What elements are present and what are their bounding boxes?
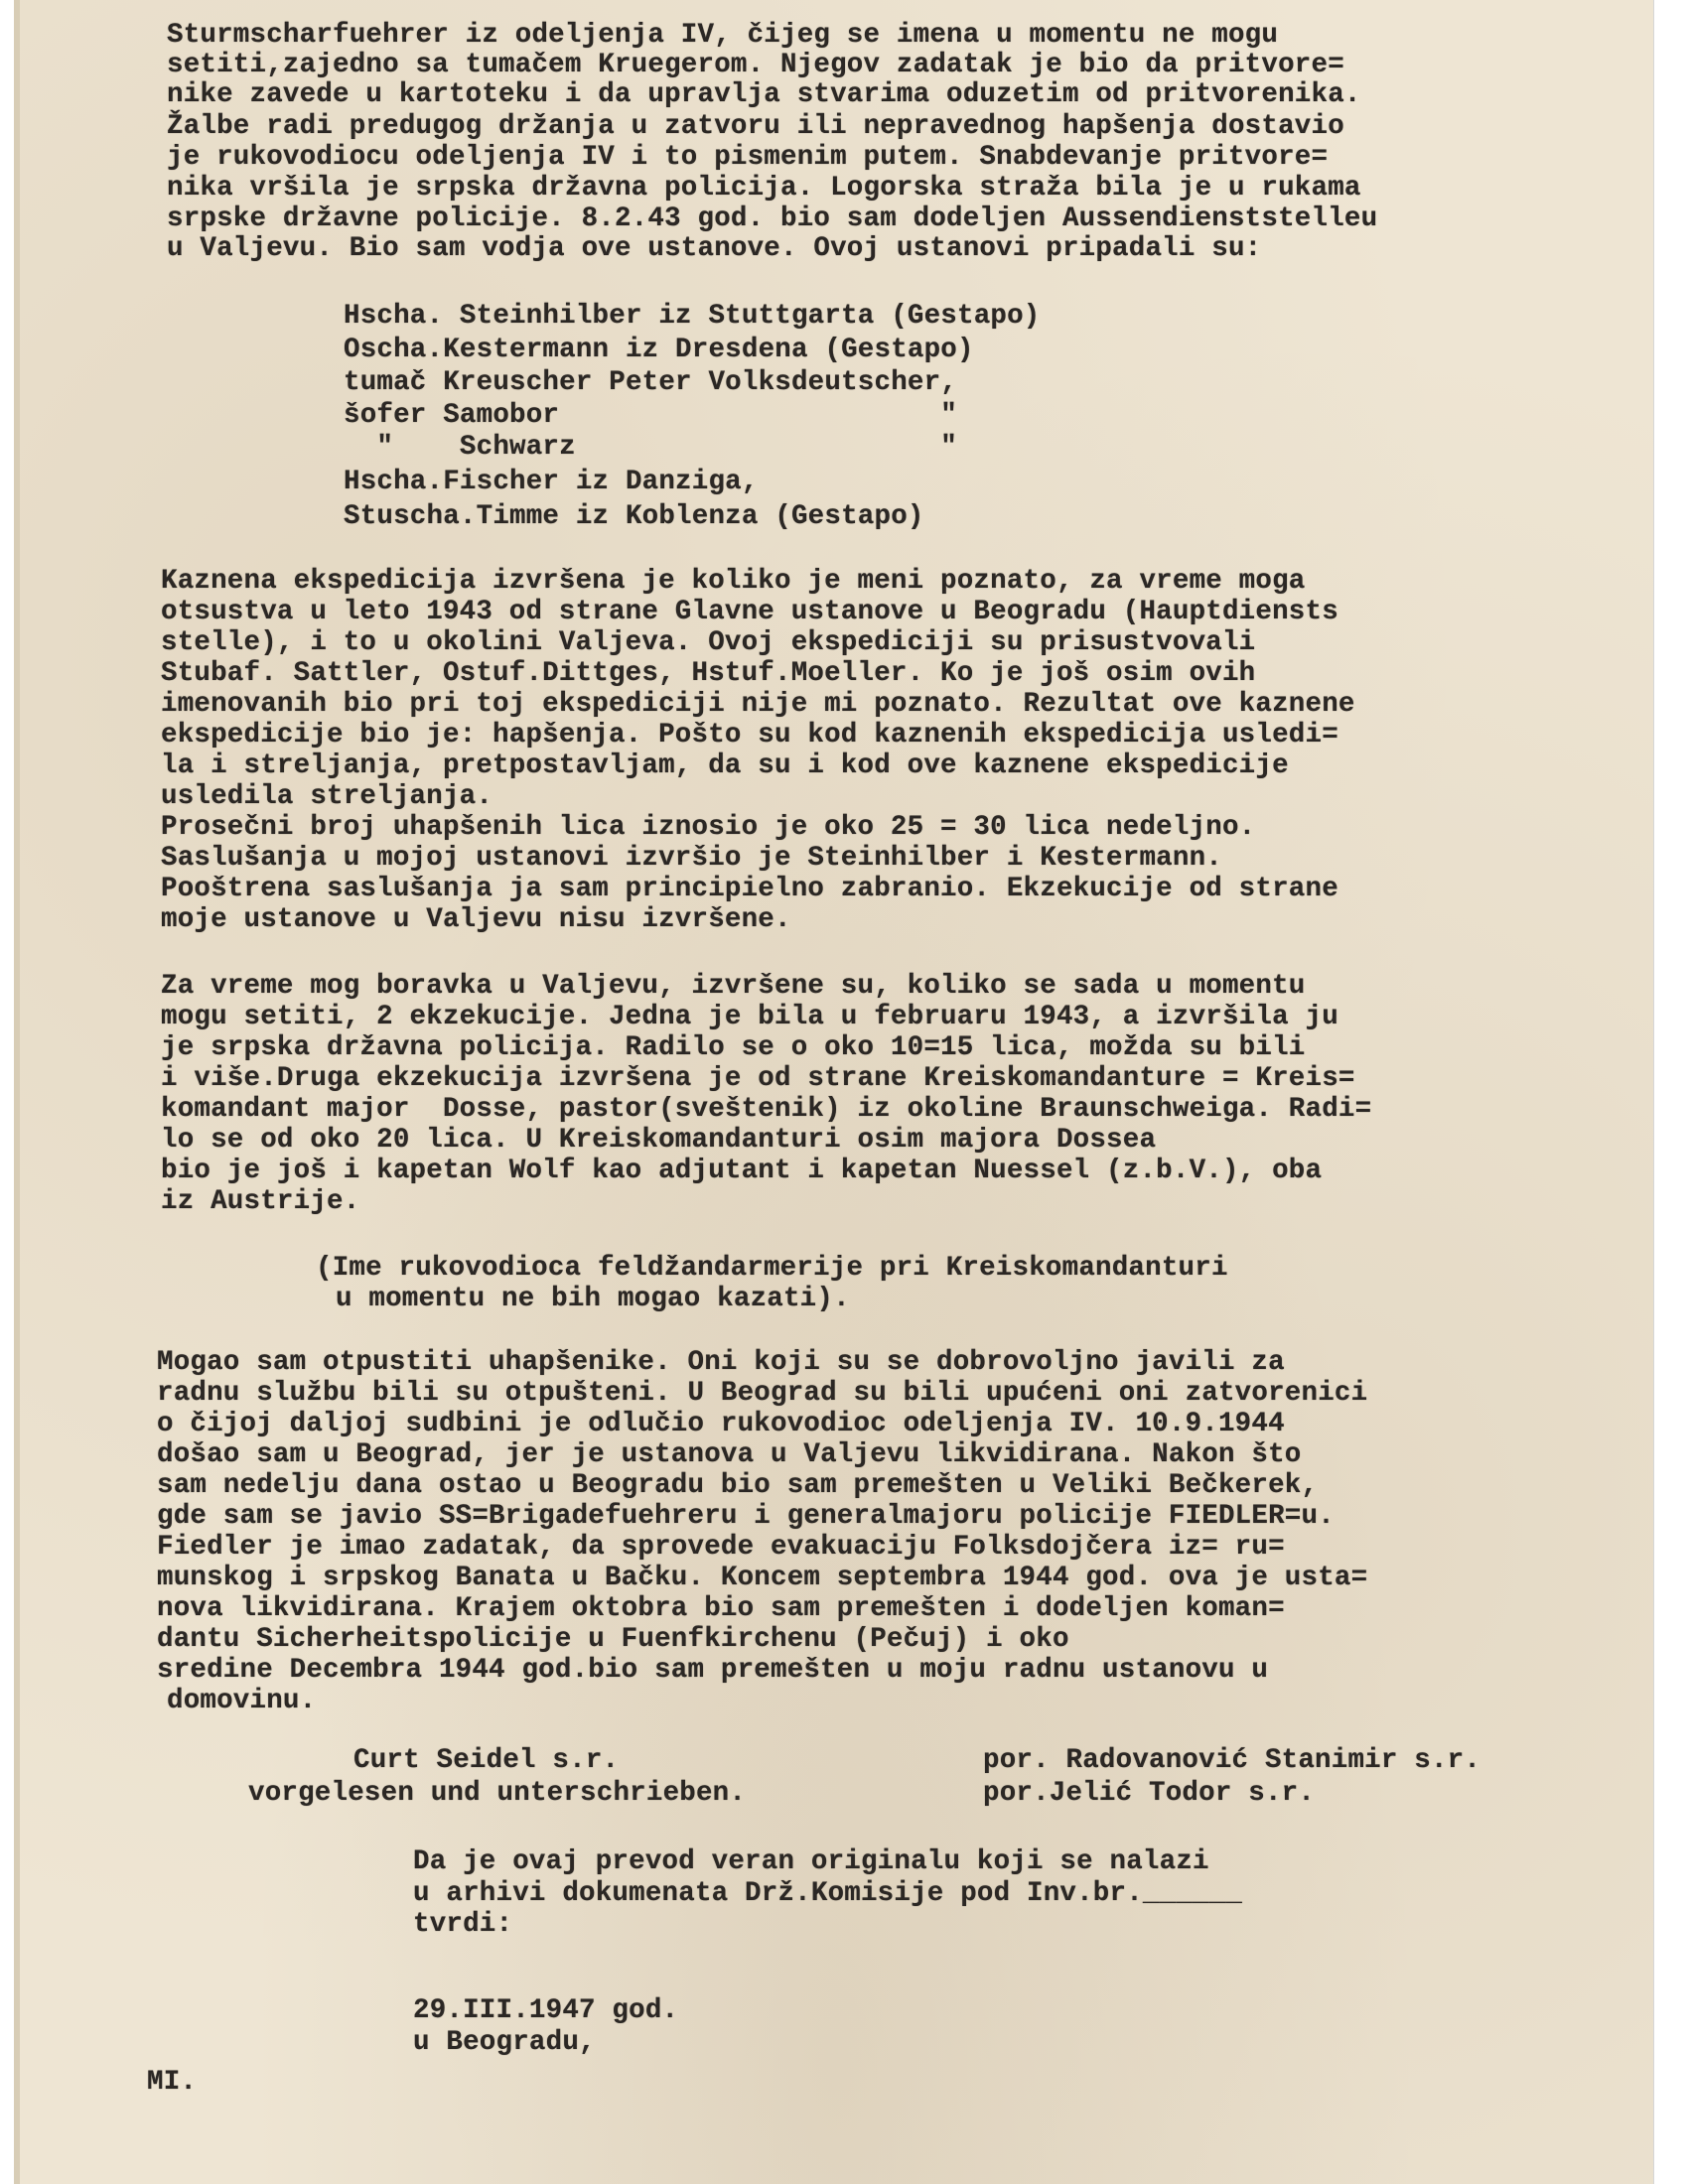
certification-line: Da je ovaj prevod veran originalu koji se nalazi (413, 1846, 1209, 1877)
staff-list-line: šofer Samobor " (344, 400, 957, 431)
staff-list-line: Hscha.Fischer iz Danziga, (344, 467, 759, 497)
text-line: nike zavede u kartoteku i da upravlja stvarima oduzetim od pritvorenika. (167, 79, 1361, 110)
text-line: je srpska državna policija. Radilo se o oko 10=15 lica, možda su bili (161, 1032, 1306, 1063)
note-line: (Ime rukovodioca feldžandarmerije pri Kreiskomandanturi (316, 1253, 1228, 1284)
text-line: Stubaf. Sattler, Ostuf.Dittges, Hstuf.Moeller. Ko je još osim ovih (161, 658, 1256, 689)
text-line: Saslušanja u mojoj ustanovi izvršio je Steinhilber i Kestermann. (161, 843, 1222, 874)
text-line: munskog i srpskog Banata u Bačku. Koncem septembra 1944 god. ova je usta= (157, 1563, 1368, 1593)
text-line: stelle), i to u okolini Valjeva. Ovoj ekspediciji su prisustvovali (161, 627, 1256, 658)
text-line: radnu službu bili su otpušteni. U Beograd su bili upućeni oni zatvorenici (157, 1378, 1368, 1409)
text-line: došao sam u Beograd, jer je ustanova u Valjevu likvidirana. Nakon što (157, 1439, 1302, 1470)
text-line: dantu Sicherheitspolicije u Fuenfkirchenu (Pečuj) i oko (157, 1624, 1069, 1655)
staff-list-line: Hscha. Steinhilber iz Stuttgarta (Gestapo) (344, 301, 1041, 332)
text-line: je rukovodiocu odeljenja IV i to pismenim putem. Snabdevanje pritvore= (167, 142, 1329, 173)
text-line: Sturmscharfuehrer iz odeljenja IV, čijeg se imena u momentu ne mogu (167, 20, 1279, 51)
text-line: setiti,zajedno sa tumačem Kruegerom. Njegov zadatak je bio da pritvore= (167, 50, 1344, 80)
text-line: o čijoj daljoj sudbini je odlučio rukovodioc odeljenja IV. 10.9.1944 (157, 1409, 1285, 1439)
text-line: iz Austrije. (161, 1186, 360, 1217)
text-line: la i streljanja, pretpostavljam, da su i kod ove kaznene ekspedicije (161, 751, 1289, 781)
text-line: imenovanih bio pri toj ekspediciji nije mi poznato. Rezultat ove kaznene (161, 689, 1355, 720)
staff-list-line: Oscha.Kestermann iz Dresdena (Gestapo) (344, 335, 974, 365)
staff-list-line: Stuscha.Timme iz Koblenza (Gestapo) (344, 501, 924, 532)
staff-list-line: " Schwarz " (344, 432, 957, 463)
text-line: Prosečni broj uhapšenih lica iznosio je oko 25 = 30 lica nedeljno. (161, 812, 1256, 843)
initials: MI. (147, 2067, 198, 2098)
scan-margin (1653, 0, 1688, 2184)
text-line: mogu setiti, 2 ekzekucije. Jedna je bila u februaru 1943, a izvršila ju (161, 1002, 1338, 1032)
signature-name: por. Radovanović Stanimir s.r. (983, 1745, 1481, 1776)
text-line: moje ustanove u Valjevu nisu izvršene. (161, 904, 791, 935)
signature-note: vorgelesen und unterschrieben. (248, 1778, 747, 1809)
text-line: domovinu. (167, 1686, 317, 1716)
text-line: sam nedelju dana ostao u Beogradu bio sam premešten u Veliki Bečkerek, (157, 1470, 1319, 1501)
certification-line: tvrdi: (413, 1909, 513, 1940)
text-line: Mogao sam otpustiti uhapšenike. Oni koji su se dobrovoljno javili za (157, 1347, 1285, 1378)
text-line: ekspedicije bio je: hapšenja. Pošto su kod kaznenih ekspedicija usledi= (161, 720, 1338, 751)
text-line: sredine Decembra 1944 god.bio sam premešten u moju radnu ustanovu u (157, 1655, 1269, 1686)
staff-list-line: tumač Kreuscher Peter Volksdeutscher, (344, 367, 957, 398)
note-line: u momentu ne bih mogao kazati). (336, 1284, 850, 1314)
page-edge (14, 0, 20, 2184)
text-line: komandant major Dosse, pastor(sveštenik) iz okoline Braunschweiga. Radi= (161, 1094, 1372, 1125)
signature-name: Curt Seidel s.r. (353, 1745, 620, 1776)
text-line: Fiedler je imao zadatak, da sprovede evakuaciju Folksdojčera iz= ru= (157, 1532, 1285, 1563)
date-line: 29.III.1947 god. (413, 1995, 679, 2026)
text-line: bio je još i kapetan Wolf kao adjutant i kapetan Nuessel (z.b.V.), oba (161, 1156, 1323, 1186)
place-line: u Beogradu, (413, 2027, 596, 2058)
text-line: Kaznena ekspedicija izvršena je koliko je meni poznato, za vreme moga (161, 566, 1306, 597)
text-line: lo se od oko 20 lica. U Kreiskomandanturi osim majora Dossea (161, 1125, 1157, 1156)
text-line: gde sam se javio SS=Brigadefuehreru i generalmajoru policije FIEDLER=u. (157, 1501, 1335, 1532)
text-line: srpske državne policije. 8.2.43 god. bio sam dodeljen Aussendienststelleu (167, 204, 1378, 234)
text-line: otsustva u leto 1943 od strane Glavne ustanove u Beogradu (Hauptdiensts (161, 597, 1338, 627)
text-line: usledila streljanja. (161, 781, 493, 812)
text-line: nika vršila je srpska državna policija. Logorska straža bila je u rukama (167, 173, 1361, 204)
text-line: i više.Druga ekzekucija izvršena je od strane Kreiskomandanture = Kreis= (161, 1063, 1355, 1094)
text-line: nova likvidirana. Krajem oktobra bio sam premešten i dodeljen koman= (157, 1593, 1285, 1624)
text-line: u Valjevu. Bio sam vodja ove ustanove. Ovoj ustanovi pripadali su: (167, 233, 1262, 264)
text-line: Za vreme mog boravka u Valjevu, izvršene su, koliko se sada u momentu (161, 971, 1306, 1002)
text-line: Žalbe radi predugog držanja u zatvoru ili nepravednog hapšenja dostavio (167, 111, 1344, 142)
certification-line: u arhivi dokumenata Drž.Komisije pod Inv.br.______ (413, 1878, 1243, 1909)
signature-name: por.Jelić Todor s.r. (983, 1778, 1316, 1809)
text-line: Pooštrena saslušanja ja sam principielno zabranio. Ekzekucije od strane (161, 874, 1338, 904)
